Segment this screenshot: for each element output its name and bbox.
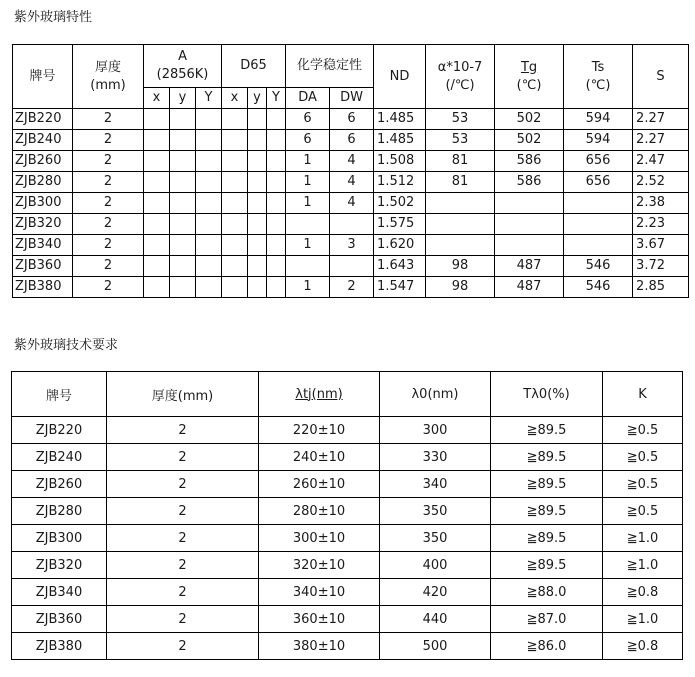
cell-d-x bbox=[222, 109, 248, 130]
cell-thickness: 2 bbox=[107, 552, 259, 579]
cell-lambda-tj: 380±10 bbox=[259, 633, 380, 660]
cell-dw bbox=[330, 256, 374, 277]
cell-d-Y bbox=[267, 130, 286, 151]
cell-a-y bbox=[170, 109, 196, 130]
table-row bbox=[12, 417, 683, 444]
cell-lambda0: 440 bbox=[380, 606, 491, 633]
cell-a-y bbox=[170, 172, 196, 193]
cell-alpha bbox=[426, 214, 495, 235]
cell-t-lambda0: ≧89.5 bbox=[491, 552, 603, 579]
cell-model: ZJB240 bbox=[12, 444, 107, 471]
cell-tg: 502 bbox=[495, 130, 564, 151]
cell-thickness: 2 bbox=[73, 256, 144, 277]
cell-a-Y bbox=[196, 235, 222, 256]
cell-nd: 1.508 bbox=[374, 151, 426, 172]
cell-thickness: 2 bbox=[73, 130, 144, 151]
cell-ts bbox=[564, 235, 633, 256]
cell-tg: 502 bbox=[495, 109, 564, 130]
cell-thickness: 2 bbox=[107, 579, 259, 606]
table1-body bbox=[13, 109, 689, 298]
cell-da: 6 bbox=[286, 130, 330, 151]
cell-model: ZJB320 bbox=[12, 552, 107, 579]
cell-thickness: 2 bbox=[73, 277, 144, 298]
cell-a-y bbox=[170, 214, 196, 235]
cell-nd: 1.547 bbox=[374, 277, 426, 298]
table-row bbox=[13, 109, 689, 130]
col-groupA-header: A (2856K) bbox=[144, 45, 222, 88]
table-row bbox=[13, 130, 689, 151]
col-ts-header: Ts (℃) bbox=[564, 45, 633, 109]
cell-nd: 1.575 bbox=[374, 214, 426, 235]
table-row bbox=[13, 256, 689, 277]
cell-t-lambda0: ≧89.5 bbox=[491, 525, 603, 552]
cell-d-x bbox=[222, 130, 248, 151]
col-thickness-header: 厚度 (mm) bbox=[73, 45, 144, 109]
table-row bbox=[12, 525, 683, 552]
col-d65-header: D65 bbox=[222, 45, 286, 88]
cell-t-lambda0: ≧86.0 bbox=[491, 633, 603, 660]
cell-model: ZJB320 bbox=[13, 214, 73, 235]
cell-s: 2.47 bbox=[633, 151, 689, 172]
cell-s: 2.27 bbox=[633, 130, 689, 151]
cell-model: ZJB380 bbox=[13, 277, 73, 298]
col-dw-header: DW bbox=[330, 88, 374, 109]
cell-d-y bbox=[248, 235, 267, 256]
cell-dw: 6 bbox=[330, 109, 374, 130]
cell-tg: 487 bbox=[495, 256, 564, 277]
cell-alpha: 53 bbox=[426, 130, 495, 151]
col-a-y-header: y bbox=[170, 88, 196, 109]
cell-d-x bbox=[222, 277, 248, 298]
cell-thickness: 2 bbox=[107, 525, 259, 552]
cell-a-x bbox=[144, 151, 170, 172]
cell-thickness: 2 bbox=[107, 471, 259, 498]
col-k-header: K bbox=[603, 372, 683, 417]
cell-s: 3.72 bbox=[633, 256, 689, 277]
cell-a-Y bbox=[196, 130, 222, 151]
cell-ts: 546 bbox=[564, 277, 633, 298]
table-row bbox=[13, 235, 689, 256]
col-d-Y-header: Y bbox=[267, 88, 286, 109]
cell-k: ≧0.8 bbox=[603, 579, 683, 606]
col-lambda0-header: λ0(nm) bbox=[380, 372, 491, 417]
table-row bbox=[12, 606, 683, 633]
cell-t-lambda0: ≧89.5 bbox=[491, 417, 603, 444]
table1-title: 紫外玻璃特性 bbox=[14, 10, 93, 25]
cell-a-x bbox=[144, 130, 170, 151]
cell-lambda-tj: 320±10 bbox=[259, 552, 380, 579]
cell-thickness: 2 bbox=[107, 417, 259, 444]
table2-body bbox=[12, 417, 683, 660]
cell-thickness: 2 bbox=[107, 498, 259, 525]
cell-k: ≧0.5 bbox=[603, 498, 683, 525]
cell-k: ≧0.8 bbox=[603, 633, 683, 660]
cell-k: ≧1.0 bbox=[603, 552, 683, 579]
cell-model: ZJB340 bbox=[13, 235, 73, 256]
cell-a-Y bbox=[196, 172, 222, 193]
cell-model: ZJB300 bbox=[12, 525, 107, 552]
cell-model: ZJB260 bbox=[12, 471, 107, 498]
cell-model: ZJB340 bbox=[12, 579, 107, 606]
cell-nd: 1.485 bbox=[374, 109, 426, 130]
cell-a-y bbox=[170, 193, 196, 214]
cell-thickness: 2 bbox=[73, 151, 144, 172]
cell-tg bbox=[495, 235, 564, 256]
cell-d-y bbox=[248, 109, 267, 130]
cell-thickness: 2 bbox=[73, 235, 144, 256]
cell-model: ZJB380 bbox=[12, 633, 107, 660]
cell-lambda-tj: 360±10 bbox=[259, 606, 380, 633]
cell-lambda0: 350 bbox=[380, 498, 491, 525]
cell-t-lambda0: ≧89.5 bbox=[491, 498, 603, 525]
cell-a-Y bbox=[196, 277, 222, 298]
table-row bbox=[12, 579, 683, 606]
properties-table bbox=[12, 44, 689, 298]
requirements-table bbox=[11, 371, 683, 660]
cell-dw: 4 bbox=[330, 151, 374, 172]
cell-nd: 1.643 bbox=[374, 256, 426, 277]
cell-dw: 4 bbox=[330, 193, 374, 214]
cell-da: 1 bbox=[286, 277, 330, 298]
cell-d-y bbox=[248, 214, 267, 235]
cell-model: ZJB280 bbox=[12, 498, 107, 525]
cell-a-Y bbox=[196, 256, 222, 277]
cell-nd: 1.485 bbox=[374, 130, 426, 151]
cell-lambda0: 330 bbox=[380, 444, 491, 471]
cell-a-y bbox=[170, 277, 196, 298]
cell-dw bbox=[330, 214, 374, 235]
cell-model: ZJB360 bbox=[13, 256, 73, 277]
cell-t-lambda0: ≧89.5 bbox=[491, 471, 603, 498]
cell-dw: 4 bbox=[330, 172, 374, 193]
col-tg-header: Tg (℃) bbox=[495, 45, 564, 109]
cell-k: ≧0.5 bbox=[603, 417, 683, 444]
cell-t-lambda0: ≧89.5 bbox=[491, 444, 603, 471]
cell-d-y bbox=[248, 151, 267, 172]
cell-a-y bbox=[170, 256, 196, 277]
cell-model: ZJB220 bbox=[12, 417, 107, 444]
cell-model: ZJB280 bbox=[13, 172, 73, 193]
table-row bbox=[12, 444, 683, 471]
cell-da bbox=[286, 214, 330, 235]
cell-lambda-tj: 220±10 bbox=[259, 417, 380, 444]
cell-alpha: 98 bbox=[426, 256, 495, 277]
cell-d-y bbox=[248, 277, 267, 298]
table-row bbox=[12, 498, 683, 525]
cell-thickness: 2 bbox=[73, 172, 144, 193]
cell-da: 6 bbox=[286, 109, 330, 130]
cell-s: 2.52 bbox=[633, 172, 689, 193]
cell-a-Y bbox=[196, 214, 222, 235]
cell-lambda-tj: 300±10 bbox=[259, 525, 380, 552]
cell-d-Y bbox=[267, 151, 286, 172]
cell-s: 2.27 bbox=[633, 109, 689, 130]
table-row bbox=[12, 552, 683, 579]
cell-a-x bbox=[144, 256, 170, 277]
cell-tg bbox=[495, 214, 564, 235]
cell-a-x bbox=[144, 235, 170, 256]
cell-d-x bbox=[222, 151, 248, 172]
cell-lambda0: 350 bbox=[380, 525, 491, 552]
cell-nd: 1.512 bbox=[374, 172, 426, 193]
col-a-x-header: x bbox=[144, 88, 170, 109]
cell-ts: 656 bbox=[564, 151, 633, 172]
cell-a-Y bbox=[196, 193, 222, 214]
cell-lambda-tj: 260±10 bbox=[259, 471, 380, 498]
cell-k: ≧1.0 bbox=[603, 606, 683, 633]
cell-alpha: 81 bbox=[426, 151, 495, 172]
col-model-header: 牌号 bbox=[13, 45, 73, 109]
cell-lambda0: 340 bbox=[380, 471, 491, 498]
cell-d-y bbox=[248, 172, 267, 193]
col-lambda-tj-header: λtj(nm) bbox=[259, 372, 380, 417]
cell-tg: 586 bbox=[495, 172, 564, 193]
cell-t-lambda0: ≧87.0 bbox=[491, 606, 603, 633]
col-thickness-header: 厚度(mm) bbox=[107, 372, 259, 417]
cell-da bbox=[286, 256, 330, 277]
cell-d-Y bbox=[267, 109, 286, 130]
table-row bbox=[12, 471, 683, 498]
col-model-header: 牌号 bbox=[12, 372, 107, 417]
cell-d-x bbox=[222, 256, 248, 277]
cell-ts bbox=[564, 193, 633, 214]
col-d-y-header: y bbox=[248, 88, 267, 109]
table-row bbox=[13, 172, 689, 193]
cell-lambda-tj: 240±10 bbox=[259, 444, 380, 471]
cell-k: ≧0.5 bbox=[603, 471, 683, 498]
cell-a-x bbox=[144, 109, 170, 130]
col-alpha-header: α*10-7 (/℃) bbox=[426, 45, 495, 109]
cell-lambda0: 400 bbox=[380, 552, 491, 579]
cell-a-x bbox=[144, 277, 170, 298]
cell-model: ZJB360 bbox=[12, 606, 107, 633]
cell-model: ZJB260 bbox=[13, 151, 73, 172]
cell-lambda0: 300 bbox=[380, 417, 491, 444]
cell-lambda-tj: 280±10 bbox=[259, 498, 380, 525]
col-nd-header: ND bbox=[374, 45, 426, 109]
col-d-x-header: x bbox=[222, 88, 248, 109]
cell-s: 3.67 bbox=[633, 235, 689, 256]
cell-alpha: 98 bbox=[426, 277, 495, 298]
table-row bbox=[13, 214, 689, 235]
cell-ts: 656 bbox=[564, 172, 633, 193]
cell-da: 1 bbox=[286, 193, 330, 214]
col-t-lambda0-header: Tλ0(%) bbox=[491, 372, 603, 417]
cell-ts: 594 bbox=[564, 109, 633, 130]
cell-ts: 594 bbox=[564, 130, 633, 151]
col-da-header: DA bbox=[286, 88, 330, 109]
cell-da: 1 bbox=[286, 151, 330, 172]
cell-d-Y bbox=[267, 172, 286, 193]
cell-a-y bbox=[170, 235, 196, 256]
cell-s: 2.38 bbox=[633, 193, 689, 214]
table-row bbox=[12, 633, 683, 660]
cell-a-x bbox=[144, 172, 170, 193]
cell-s: 2.23 bbox=[633, 214, 689, 235]
cell-lambda0: 500 bbox=[380, 633, 491, 660]
table2-title: 紫外玻璃技术要求 bbox=[14, 338, 119, 353]
cell-dw: 6 bbox=[330, 130, 374, 151]
cell-k: ≧0.5 bbox=[603, 444, 683, 471]
cell-a-x bbox=[144, 214, 170, 235]
cell-nd: 1.502 bbox=[374, 193, 426, 214]
cell-d-y bbox=[248, 193, 267, 214]
cell-d-Y bbox=[267, 256, 286, 277]
cell-ts bbox=[564, 214, 633, 235]
cell-d-Y bbox=[267, 235, 286, 256]
cell-model: ZJB220 bbox=[13, 109, 73, 130]
cell-dw: 2 bbox=[330, 277, 374, 298]
table-row bbox=[13, 277, 689, 298]
cell-model: ZJB240 bbox=[13, 130, 73, 151]
cell-a-x bbox=[144, 193, 170, 214]
cell-d-Y bbox=[267, 214, 286, 235]
cell-thickness: 2 bbox=[107, 606, 259, 633]
cell-t-lambda0: ≧88.0 bbox=[491, 579, 603, 606]
cell-d-x bbox=[222, 193, 248, 214]
cell-d-y bbox=[248, 256, 267, 277]
cell-thickness: 2 bbox=[73, 109, 144, 130]
cell-k: ≧1.0 bbox=[603, 525, 683, 552]
cell-a-Y bbox=[196, 109, 222, 130]
cell-lambda0: 420 bbox=[380, 579, 491, 606]
cell-d-x bbox=[222, 214, 248, 235]
cell-model: ZJB300 bbox=[13, 193, 73, 214]
col-a-Y-header: Y bbox=[196, 88, 222, 109]
cell-tg: 487 bbox=[495, 277, 564, 298]
cell-d-y bbox=[248, 130, 267, 151]
cell-d-Y bbox=[267, 193, 286, 214]
cell-nd: 1.620 bbox=[374, 235, 426, 256]
cell-ts: 546 bbox=[564, 256, 633, 277]
cell-da: 1 bbox=[286, 172, 330, 193]
table-row bbox=[13, 193, 689, 214]
cell-d-Y bbox=[267, 277, 286, 298]
cell-alpha: 81 bbox=[426, 172, 495, 193]
cell-a-y bbox=[170, 130, 196, 151]
cell-lambda-tj: 340±10 bbox=[259, 579, 380, 606]
cell-thickness: 2 bbox=[107, 633, 259, 660]
cell-a-Y bbox=[196, 151, 222, 172]
cell-thickness: 2 bbox=[107, 444, 259, 471]
cell-tg bbox=[495, 193, 564, 214]
cell-d-x bbox=[222, 172, 248, 193]
cell-thickness: 2 bbox=[73, 214, 144, 235]
cell-alpha: 53 bbox=[426, 109, 495, 130]
col-s-header: S bbox=[633, 45, 689, 109]
table-row bbox=[13, 151, 689, 172]
col-chem-stability-header: 化学稳定性 bbox=[286, 45, 374, 88]
cell-alpha bbox=[426, 235, 495, 256]
cell-dw: 3 bbox=[330, 235, 374, 256]
cell-da: 1 bbox=[286, 235, 330, 256]
cell-s: 2.85 bbox=[633, 277, 689, 298]
cell-tg: 586 bbox=[495, 151, 564, 172]
cell-d-x bbox=[222, 235, 248, 256]
cell-a-y bbox=[170, 151, 196, 172]
cell-thickness: 2 bbox=[73, 193, 144, 214]
cell-alpha bbox=[426, 193, 495, 214]
